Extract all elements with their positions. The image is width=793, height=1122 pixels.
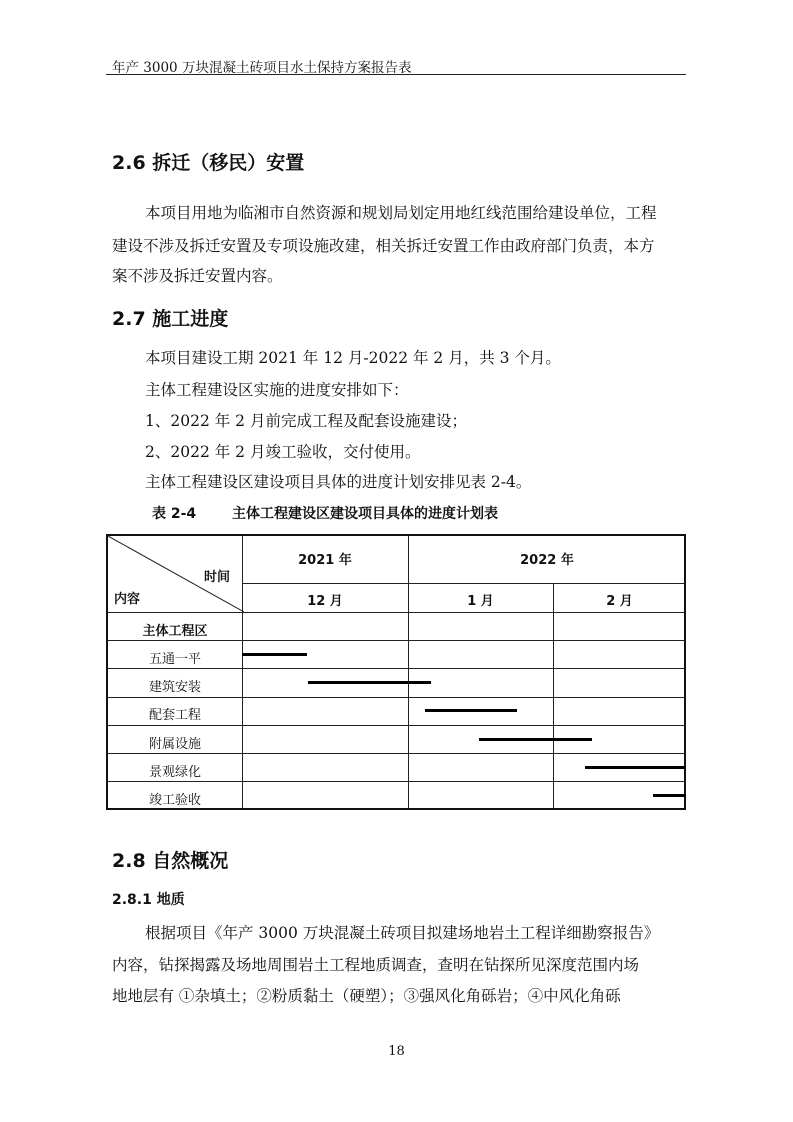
- paragraph-line: 本项目建设工期 2021 年 12 月-2022 年 2 月，共 3 个月。: [145, 349, 561, 367]
- gantt-bar: [242, 653, 307, 656]
- paragraph-line: 主体工程建设区建设项目具体的进度计划安排见表 2-4。: [145, 473, 532, 491]
- paragraph-line: 建设不涉及拆迁安置及专项设施改建，相关拆迁安置工作由政府部门负责，本方: [112, 237, 655, 255]
- subsection-2-8-1-title: 2.8.1 地质: [112, 892, 185, 908]
- paragraph-line: 本项目用地为临湘市自然资源和规划局划定用地红线范围给建设单位，工程: [145, 204, 657, 222]
- month-dec: 12 月: [307, 594, 343, 609]
- running-header: 年产 3000 万块混凝土砖项目水土保持方案报告表: [112, 60, 412, 76]
- task-label: 五通一平: [148, 652, 201, 667]
- group-label: 主体工程区: [142, 624, 208, 639]
- corner-time-label: 时间: [204, 570, 231, 585]
- gantt-bar: [653, 794, 686, 797]
- task-label: 配套工程: [148, 708, 201, 724]
- gantt-bar: [479, 738, 592, 741]
- schedule-table: [106, 534, 686, 810]
- section-2-8-title: 2.8 自然概况: [112, 850, 229, 872]
- month-jan: 1 月: [467, 594, 494, 609]
- page-number: 18: [388, 1044, 405, 1059]
- gantt-bar: [308, 681, 431, 684]
- paragraph-line: 案不涉及拆迁安置内容。: [112, 267, 283, 285]
- table-caption-number: 表 2-4: [152, 506, 197, 522]
- paragraph-line: 地地层有 ①杂填土；②粉质黏土（硬塑）；③强风化角砾岩；④中风化角砾: [112, 987, 621, 1005]
- task-label: 竣工验收: [148, 793, 201, 808]
- task-label: 景观绿化: [148, 764, 201, 780]
- paragraph-line: 内容，钻探揭露及场地周围岩土工程地质调查，查明在钻探所见深度范围内场: [112, 956, 640, 974]
- table-caption-title: 主体工程建设区建设项目具体的进度计划表: [232, 506, 498, 522]
- gantt-bar: [585, 766, 685, 769]
- gantt-bar: [425, 709, 516, 712]
- year-2021: 2021 年: [298, 553, 352, 568]
- year-2022: 2022 年: [520, 553, 574, 568]
- paragraph-line: 2、2022 年 2 月竣工验收，交付使用。: [145, 443, 421, 461]
- paragraph-line: 根据项目《年产 3000 万块混凝土砖项目拟建场地岩土工程详细勘察报告》: [145, 924, 660, 942]
- paragraph-line: 1、2022 年 2 月前完成工程及配套设施建设；: [145, 412, 467, 430]
- section-2-6-title: 2.6 拆迁（移民）安置: [112, 152, 305, 174]
- task-label: 建筑安装: [148, 680, 201, 696]
- corner-content-label: 内容: [114, 592, 141, 607]
- task-label: 附属设施: [148, 736, 201, 752]
- month-feb: 2 月: [606, 594, 633, 609]
- section-2-7-title: 2.7 施工进度: [112, 308, 229, 330]
- header-rule: [106, 74, 686, 75]
- paragraph-line: 主体工程建设区实施的进度安排如下：: [145, 381, 409, 399]
